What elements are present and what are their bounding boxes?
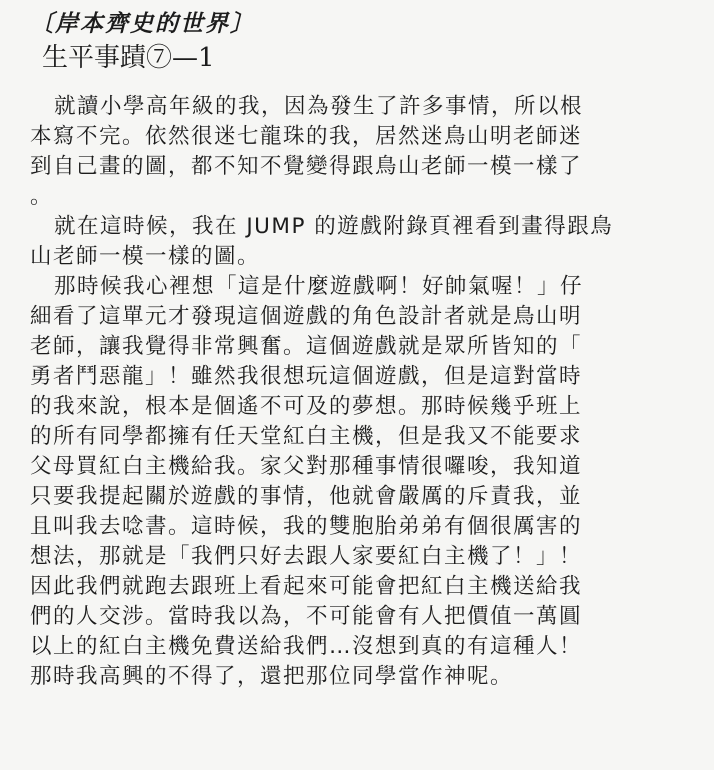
article-body [30, 92, 690, 692]
text-line: 老師，讓我覺得非常興奮。這個遊戲就是眾所皆知的「 [30, 334, 583, 359]
text-line: 勇者鬥惡龍」！雖然我很想玩這個遊戲，但是這對當時 [30, 364, 583, 389]
text-line: 。 [30, 184, 54, 209]
text-line: 就在這時候，我在 JUMP 的遊戲附錄頁裡看到畫得跟鳥 [54, 214, 614, 239]
text-line: 以上的紅白主機免費送給我們…沒想到真的有這種人！ [30, 634, 583, 659]
text-line: 的所有同學都擁有任天堂紅白主機，但是我又不能要求 [30, 424, 583, 449]
text-line: 就讀小學高年級的我，因為發生了許多事情，所以根 [54, 94, 584, 119]
text-line: 們的人交涉。當時我以為，不可能會有人把價值一萬圓 [30, 604, 583, 629]
article-title: 生平事蹟⑦—1 [42, 43, 215, 73]
text-line: 且叫我去唸書。這時候，我的雙胞胎弟弟有個很厲害的 [30, 514, 583, 539]
text-line: 那時候我心裡想「這是什麼遊戲啊！好帥氣喔！」仔 [54, 274, 584, 299]
text-line: 只要我提起關於遊戲的事情，他就會嚴厲的斥責我，並 [30, 484, 583, 509]
text-line: 想法，那就是「我們只好去跟人家要紅白主機了！」！ [30, 544, 583, 569]
text-line: 到自己畫的圖，都不知不覺變得跟鳥山老師一模一樣了 [30, 154, 583, 179]
text-line: 細看了這單元才發現這個遊戲的角色設計者就是鳥山明 [30, 304, 583, 329]
text-line: 因此我們就跑去跟班上看起來可能會把紅白主機送給我 [30, 574, 583, 599]
text-line: 父母買紅白主機給我。家父對那種事情很囉唆，我知道 [30, 454, 583, 479]
section-header: 〔岸本齊史的世界〕 [30, 10, 255, 37]
text-line: 山老師一模一樣的圖。 [30, 244, 261, 269]
text-line: 本寫不完。依然很迷七龍珠的我，居然迷鳥山明老師迷 [30, 124, 583, 149]
text-line: 的我來說，根本是個遙不可及的夢想。那時候幾乎班上 [30, 394, 583, 419]
text-line: 那時我高興的不得了，還把那位同學當作神呢。 [30, 664, 514, 689]
